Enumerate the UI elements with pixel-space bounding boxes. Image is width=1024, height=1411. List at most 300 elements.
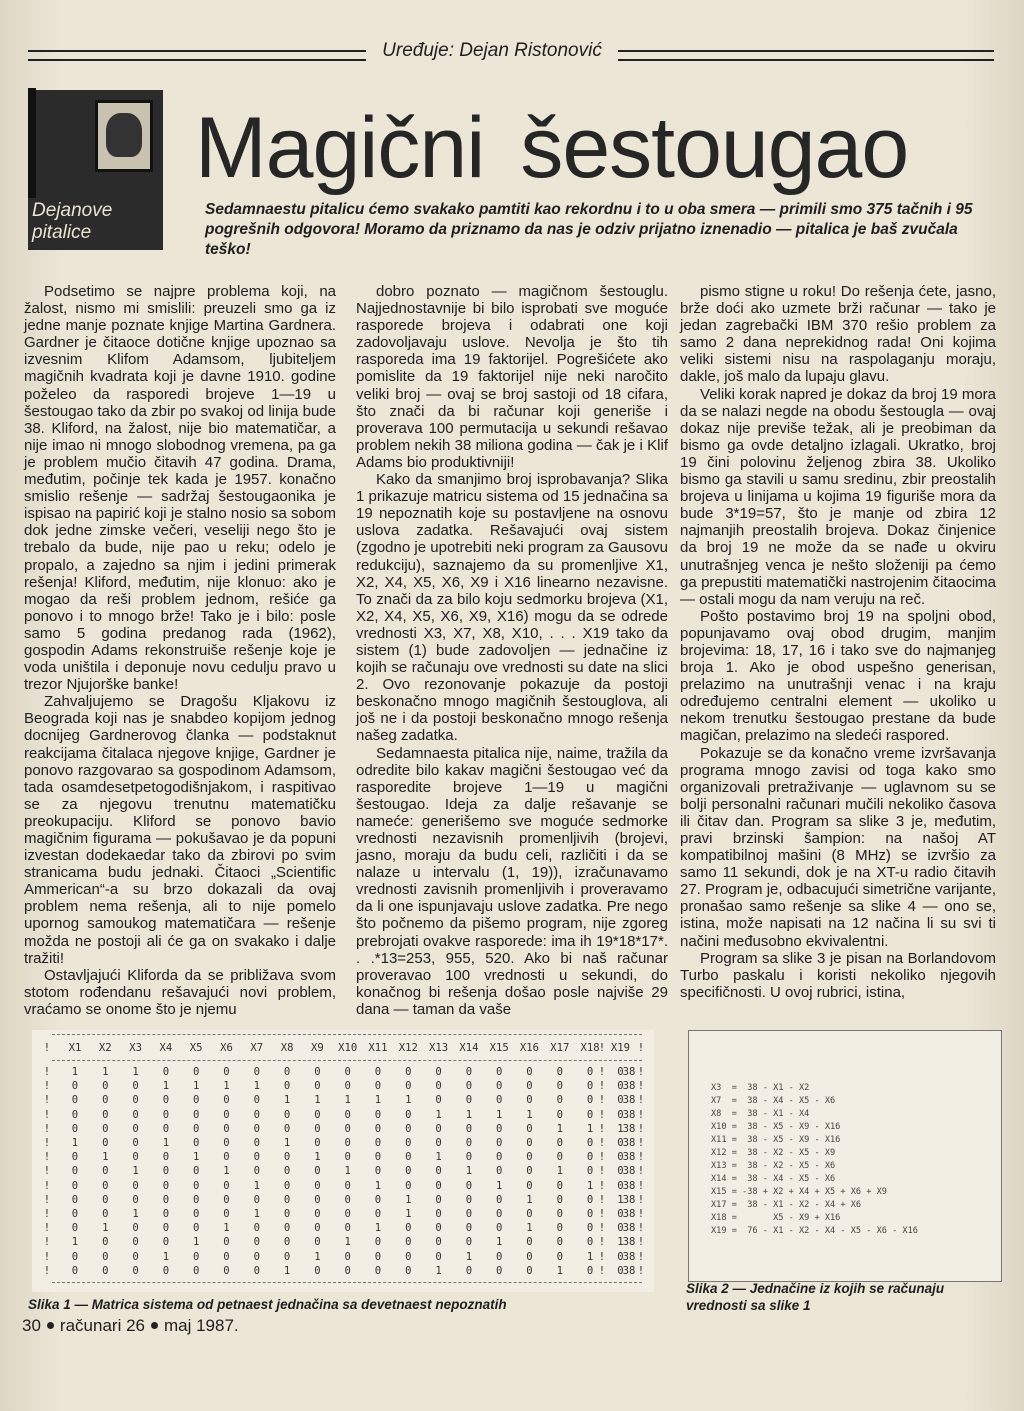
matrix-cell: 0 (556, 1080, 563, 1093)
matrix-rule (52, 1282, 642, 1283)
matrix-cell: 0 (586, 1094, 594, 1107)
matrix-cell: 1 (253, 1179, 260, 1192)
matrix-cell: 1 (102, 1222, 109, 1235)
matrix-cell: 0 (556, 1151, 563, 1164)
matrix-cell: 0 (314, 1137, 321, 1149)
matrix-cell: 38 (622, 1236, 636, 1249)
matrix-cell: 0 (192, 1222, 200, 1235)
matrix-cell: 0 (405, 1066, 412, 1078)
matrix-cell: 0 (344, 1222, 351, 1235)
matrix-cell: 0 (374, 1108, 382, 1121)
matrix-border: ! (43, 1179, 51, 1192)
matrix-border: ! (637, 1179, 645, 1192)
matrix-border: ! (43, 1094, 51, 1107)
matrix-cell: 0 (162, 1094, 170, 1107)
matrix-cell: 0 (465, 1137, 473, 1149)
matrix-cell: 0 (405, 1137, 412, 1149)
matrix-border: ! (43, 1193, 51, 1206)
matrix-cell: 1 (617, 1193, 624, 1206)
matrix-cell: 0 (405, 1108, 412, 1121)
matrix-cell: 0 (314, 1066, 321, 1078)
matrix-cell: 0 (314, 1122, 321, 1135)
matrix-cell: 0 (495, 1193, 503, 1206)
matrix-cell: 0 (314, 1179, 321, 1192)
paragraph: Program sa slike 3 je pisan na Borlandovom Turbo paskalu i koristi nekoliko njegovih specifičnosti. U ovoj rubrici, istina, (680, 949, 996, 1001)
logo-bar (28, 88, 36, 198)
matrix-cell: 0 (495, 1137, 503, 1149)
paragraph: Pošto postavimo broj 19 na spoljni obod, popunjavamo ovaj obod drugim, manjim brojevima: 18, 17, 16 i tako sve do najmanjeg broja 1. Ako je obod uspešno generisan, prelazimo na unutrašnji venac i na kraju određujemo centralni element — ukoliko u nekom trenutku šestougao prestane da bude magičan, prelazimo na sledeći raspored. (680, 607, 996, 745)
matrix-cell: 0 (253, 1193, 260, 1206)
matrix-header-cell: X14 (459, 1042, 479, 1054)
matrix-cell: 1 (162, 1080, 170, 1093)
matrix-header-cell: X12 (398, 1042, 418, 1054)
matrix-cell: 38 (622, 1122, 636, 1135)
matrix-border: ! (598, 1222, 606, 1235)
matrix-cell: 0 (495, 1094, 503, 1107)
matrix-cell: 0 (617, 1094, 624, 1107)
matrix-cell: 1 (344, 1236, 351, 1249)
matrix-cell: 0 (617, 1137, 624, 1149)
matrix-border: ! (637, 1193, 645, 1206)
matrix-cell: 1 (435, 1264, 442, 1277)
matrix-cell: 0 (192, 1066, 200, 1078)
matrix-cell: 0 (71, 1179, 79, 1192)
title-word-1: Magični (195, 100, 485, 196)
matrix-cell: 0 (617, 1179, 624, 1192)
matrix-cell: 0 (344, 1208, 351, 1220)
matrix-cell: 0 (465, 1080, 473, 1093)
matrix-cell: 0 (586, 1137, 594, 1149)
matrix-border: ! (637, 1236, 645, 1249)
matrix-cell: 0 (465, 1208, 473, 1220)
matrix-cell: 0 (102, 1208, 109, 1220)
matrix-cell: 0 (132, 1094, 139, 1107)
matrix-cell: 0 (344, 1122, 351, 1135)
matrix-border: ! (637, 1137, 645, 1149)
matrix-cell: 0 (132, 1080, 139, 1093)
matrix-cell: 0 (71, 1094, 79, 1107)
matrix-cell: 0 (132, 1108, 139, 1121)
matrix-header-cell: X5 (189, 1042, 203, 1054)
matrix-cell: 1 (253, 1080, 260, 1093)
matrix-cell: 0 (556, 1193, 563, 1206)
matrix-cell: 1 (374, 1179, 382, 1192)
matrix-cell: 0 (495, 1250, 503, 1263)
matrix-cell: 0 (405, 1264, 412, 1277)
matrix-cell: 0 (192, 1193, 200, 1206)
text-column-2 (356, 283, 668, 1018)
matrix-cell: 0 (586, 1222, 594, 1235)
matrix-border: ! (598, 1208, 606, 1220)
matrix-cell: 0 (374, 1151, 382, 1164)
matrix-border: ! (43, 1066, 51, 1078)
matrix-cell: 0 (223, 1066, 230, 1078)
matrix-border: ! (43, 1137, 51, 1149)
matrix-cell: 0 (586, 1236, 594, 1249)
matrix-cell: 0 (495, 1080, 503, 1093)
matrix-border: ! (637, 1208, 645, 1220)
matrix-cell: 0 (405, 1165, 412, 1178)
matrix-cell: 0 (405, 1122, 412, 1135)
equation-line: X8 = 38 - X1 - X4 (711, 1109, 810, 1119)
matrix-cell: 0 (526, 1208, 533, 1220)
bullet-icon (151, 1322, 158, 1329)
matrix-cell: 0 (374, 1066, 382, 1078)
equation-line: X7 = 38 - X4 - X5 - X6 (711, 1096, 836, 1106)
matrix-cell: 1 (405, 1193, 412, 1206)
matrix-cell: 0 (192, 1208, 200, 1220)
matrix-cell: 0 (283, 1193, 291, 1206)
matrix-cell: 0 (253, 1250, 260, 1263)
matrix-cell: 0 (556, 1222, 563, 1235)
matrix-cell: 0 (253, 1151, 260, 1164)
matrix-cell: 0 (374, 1193, 382, 1206)
matrix-figure (32, 1030, 654, 1292)
matrix-cell: 0 (465, 1122, 473, 1135)
matrix-header-cell: X9 (311, 1042, 324, 1054)
matrix-cell: 0 (617, 1151, 624, 1164)
editor-credit: Uređuje: Dejan Ristonović (382, 40, 602, 61)
matrix-cell: 0 (526, 1066, 533, 1078)
matrix-cell: 0 (253, 1122, 260, 1135)
equation-line: X13 = 38 - X2 - X5 - X6 (711, 1161, 836, 1171)
matrix-cell: 0 (344, 1080, 351, 1093)
matrix-cell: 1 (556, 1122, 563, 1135)
matrix-border: ! (598, 1193, 606, 1206)
matrix-cell: 0 (344, 1193, 351, 1206)
matrix-cell: 1 (132, 1208, 139, 1220)
column-name (32, 200, 160, 244)
paragraph: Zahvaljujemo se Dragošu Kljakovu iz Beograda koji nas je snabdeo kopijom jednog docnijeg Gardnerovog članka — podstaknut reakcijama čitalaca njegove knjige, Gardner je ponovo razgovarao sa gospodinom Adamsom, tada osamdesetpetogodišnjakom, i raspitivao se za njegovu trenutnu matematičku preokupaciju. Kliford se ponovo bavio magičnim figurama — pokušavao je da popuni izvestan dodekaedar tako da zbirovi po svim stranicama budu jednaki. Čitaoci „Scientific Ammerican“-a su brzo dokazali da ovaj problem nema rešenja, ali to nije pomelo upornog samoukog matematičara — rešenje možda ne postoji ali će ga on svakako i dalje tražiti! (24, 693, 336, 967)
matrix-cell: 0 (162, 1193, 170, 1206)
matrix-cell: 0 (71, 1080, 79, 1093)
matrix-cell: 0 (132, 1264, 139, 1277)
matrix-cell: 0 (495, 1151, 503, 1164)
matrix-cell: 0 (223, 1151, 230, 1164)
matrix-cell: 0 (344, 1264, 351, 1277)
page-footer (22, 1316, 239, 1336)
matrix-cell: 0 (405, 1080, 412, 1093)
matrix-cell: 0 (465, 1264, 473, 1277)
matrix-cell: 0 (374, 1137, 382, 1149)
matrix-cell: 1 (556, 1165, 563, 1178)
matrix-cell: 1 (223, 1165, 230, 1178)
matrix-cell: 0 (617, 1264, 624, 1277)
matrix-cell: 0 (314, 1193, 321, 1206)
matrix-cell: 1 (465, 1108, 473, 1121)
matrix-cell: 0 (526, 1094, 533, 1107)
matrix-cell: 0 (162, 1179, 170, 1192)
matrix-cell: 0 (617, 1080, 624, 1093)
matrix-cell: 1 (162, 1250, 170, 1263)
matrix-cell: 38 (622, 1208, 636, 1220)
matrix-cell: 1 (435, 1108, 442, 1121)
matrix-cell: 0 (374, 1250, 382, 1263)
matrix-border: ! (598, 1094, 606, 1107)
matrix-cell: 0 (71, 1108, 79, 1121)
matrix-cell: 1 (223, 1222, 230, 1235)
matrix-cell: 0 (526, 1151, 533, 1164)
matrix-cell: 1 (495, 1179, 503, 1192)
matrix-cell: 1 (617, 1236, 624, 1249)
matrix-cell: 0 (162, 1165, 170, 1178)
matrix-cell: 1 (586, 1122, 594, 1135)
matrix-border: ! (637, 1222, 645, 1235)
matrix-cell: 38 (622, 1193, 636, 1206)
matrix-header-cell: X13 (429, 1042, 449, 1054)
matrix-cell: 0 (374, 1080, 382, 1093)
matrix-cell: 1 (102, 1066, 109, 1078)
matrix-cell: 0 (526, 1179, 533, 1192)
matrix-cell: 1 (253, 1208, 260, 1220)
matrix-cell: 0 (102, 1122, 109, 1135)
matrix-cell: 1 (283, 1094, 291, 1107)
matrix-border: ! (43, 1264, 51, 1277)
matrix-cell: 38 (622, 1179, 636, 1192)
matrix-cell: 0 (526, 1264, 533, 1277)
matrix-cell: 0 (162, 1151, 170, 1164)
matrix-cell: 0 (192, 1137, 200, 1149)
matrix-header-cell: X3 (129, 1042, 142, 1054)
column-name-line2: pitalice (32, 222, 92, 243)
matrix-cell: 0 (102, 1165, 109, 1178)
paragraph: Ostavljajući Kliforda da se približava svom stotom rođendanu rešavajući novi problem, vraćamo se onome što je njemu (24, 966, 336, 1018)
matrix-cell: 0 (71, 1264, 79, 1277)
matrix-header-cell: X11 (368, 1042, 388, 1054)
column-name-line1: Dejanove (32, 200, 113, 221)
matrix-cell: 1 (374, 1222, 382, 1235)
matrix-cell: 0 (162, 1264, 170, 1277)
matrix-border: ! (637, 1151, 645, 1164)
matrix-cell: 0 (162, 1222, 170, 1235)
matrix-cell: 38 (622, 1222, 636, 1235)
matrix-cell: 0 (465, 1179, 473, 1192)
matrix-cell: 1 (344, 1165, 351, 1178)
matrix-header-cell: X6 (220, 1042, 233, 1054)
equation-line: X10 = 38 - X5 - X9 - X16 (711, 1122, 841, 1132)
matrix-cell: 38 (622, 1137, 636, 1149)
matrix-header-cell: X4 (159, 1042, 173, 1054)
matrix-cell: 0 (526, 1250, 533, 1263)
matrix-cell: 1 (495, 1236, 503, 1249)
matrix-cell: 0 (495, 1264, 503, 1277)
matrix-border: ! (43, 1222, 51, 1235)
matrix-cell: 0 (314, 1264, 321, 1277)
matrix-cell: 0 (586, 1264, 594, 1277)
matrix-cell: 0 (192, 1250, 200, 1263)
matrix-border: ! (43, 1165, 51, 1178)
matrix-cell: 0 (132, 1250, 139, 1263)
matrix-border: ! (43, 1108, 51, 1121)
matrix-border: ! (637, 1042, 645, 1054)
matrix-border: ! (598, 1122, 606, 1135)
matrix-border: ! (43, 1208, 51, 1220)
matrix-cell: 0 (223, 1122, 230, 1135)
matrix-cell: 0 (435, 1165, 442, 1178)
paragraph: Sedamnaesta pitalica nije, naime, tražila da odredite bilo kakav magični šestougao već da rasporedite brojeve 1—19 u magični šestougao. Ideja za dalje rešavanje se nameće: generišemo sve moguće sedmorke vrednosti nezavisnih promenljivih (brojevi, jasno, moraju da budu celi, različiti i da se nalaze u intervalu (1, 19)), izračunavamo vrednosti zavisnih promenljivih i proveravamo da li one ispunjavaju uslove zadatka. Pre nego što počnemo da pišemo program, nije zgoreg prebrojati ovakve rasporede: ima ih 19*18*17*. . .*13=253, 955, 520. Ako bi naš računar proveravao 100 vrednosti u sekundi, do konačnog bi rešenja došao posle najviše 29 dana — taman da vaše (356, 744, 668, 1018)
matrix-cell: 0 (192, 1122, 200, 1135)
matrix-cell: 1 (526, 1108, 533, 1121)
bullet-icon (47, 1322, 54, 1329)
matrix-cell: 0 (435, 1179, 442, 1192)
text-column-3 (680, 283, 996, 1001)
matrix-cell: 0 (283, 1236, 291, 1249)
matrix-cell: 1 (556, 1264, 563, 1277)
matrix-cell: 0 (344, 1250, 351, 1263)
caption-slika-2: Slika 2 — Jednačine iz kojih se računaju vrednosti sa slike 1 (686, 1281, 945, 1313)
matrix-cell: 0 (435, 1080, 442, 1093)
matrix-cell: 1 (344, 1094, 351, 1107)
matrix-cell: 0 (102, 1080, 109, 1093)
matrix-cell: 0 (374, 1208, 382, 1220)
matrix-cell: 0 (132, 1236, 139, 1249)
matrix-border: ! (637, 1066, 645, 1078)
matrix-border: ! (637, 1094, 645, 1107)
matrix-cell: 1 (71, 1066, 79, 1078)
paragraph: Podsetimo se najpre problema koji, na žalost, nismo mi smislili: preuzeli smo ga iz jedne manje poznate knjige Martina Gardnera. Gardner je čitaoce dotične knjige upoznao sa izvesnim Klifom Adamsom, ljubiteljem magičnih kvadrata koji je davne 1910. godine poželeo da rasporedi brojeve 1—19 u šestougao tako da zbir po svakoj od linija bude 38. Kliford, na žalost, nije bio matematičar, a nije imao ni mnogo slobodnog vremena, pa ga je problem mučio čitavih 47 godina. Drama, međutim, počinje tek kada je 1957. konačno smislio rešenje — sadržaj šestougaonika je ispisao na papirić koji je stalno nosio sa sobom dok jedne zimske večeri, veseliji nego što je trebalo da bude, nije pao u reku; odelo je propalo, a zajedno sa njim i jedini primerak rešenja! Kliford, međutim, nije klonuo: ako je mogao da reši problem jednom, rešiće ga ponovo i to mnogo brže! Tako je i bilo: posle samo 5 godina predanog rada (1962), gospodin Adams rekonstruiše rešenje koje je voda uništila i deponuje novu cedulju pravo u trezor Njujorške banke! (24, 283, 336, 694)
paragraph: Pokazuje se da konačno vreme izvršavanja programa mnogo zavisi od toga kako smo organizovali pretraživanje — uglavnom su se bolji personalni računari mučili nekoliko časova ili čitav dan. Program sa slike 3 je, međutim, pravi brzinski šampion: na našoj AT kompatibilnoj mašini (8 MHz) se izvršio za samo 11 sekundi, dok je na XT-u radio čitavih 27. Program je, odbacujući simetrične varijante, pronašao samo rešenje sa slike 4 — ono se, istina, može napisati na 12 načina li su svi ti načini međusobno ekvivalentni. (680, 744, 996, 950)
matrix-cell: 0 (71, 1151, 79, 1164)
matrix-cell: 0 (71, 1222, 79, 1235)
matrix-cell: 0 (71, 1193, 79, 1206)
matrix-cell: 1 (617, 1122, 624, 1135)
matrix-cell: 0 (374, 1122, 382, 1135)
matrix-cell: 0 (495, 1165, 503, 1178)
page-number: 30 (22, 1316, 41, 1335)
matrix-cell: 0 (495, 1222, 503, 1235)
matrix-header-cell: X19 (610, 1042, 630, 1054)
matrix-cell: 0 (223, 1236, 230, 1249)
matrix-cell: 0 (344, 1137, 351, 1149)
matrix-cell: 1 (495, 1108, 503, 1121)
matrix-cell: 0 (465, 1222, 473, 1235)
matrix-cell: 0 (253, 1108, 260, 1121)
matrix-border: ! (598, 1264, 606, 1277)
matrix-cell: 1 (586, 1250, 594, 1263)
matrix-cell: 0 (314, 1236, 321, 1249)
matrix-cell: 0 (283, 1151, 291, 1164)
matrix-cell: 0 (617, 1222, 624, 1235)
matrix-cell: 0 (283, 1122, 291, 1135)
title-word-2: šestougao (520, 100, 909, 196)
matrix-cell: 0 (223, 1193, 230, 1206)
matrix-cell: 1 (465, 1165, 473, 1178)
matrix-cell: 38 (622, 1151, 636, 1164)
matrix-cell: 0 (556, 1094, 563, 1107)
matrix-header-cell: X8 (280, 1042, 294, 1054)
matrix-cell: 0 (586, 1151, 594, 1164)
matrix-border: ! (598, 1080, 606, 1093)
matrix-cell: 0 (374, 1165, 382, 1178)
matrix-cell: 0 (405, 1250, 412, 1263)
matrix-border: ! (598, 1250, 606, 1263)
matrix-cell: 0 (526, 1122, 533, 1135)
matrix-cell: 0 (586, 1193, 594, 1206)
matrix-cell: 0 (435, 1137, 442, 1149)
header-rule-right (618, 50, 994, 61)
matrix-cell: 0 (102, 1137, 109, 1149)
matrix-rule (52, 1060, 642, 1061)
matrix-cell: 0 (344, 1151, 351, 1164)
matrix-cell: 0 (253, 1236, 260, 1249)
matrix-cell: 0 (344, 1108, 351, 1121)
matrix-cell: 0 (526, 1236, 533, 1249)
matrix-border: ! (598, 1151, 606, 1164)
matrix-cell: 0 (132, 1179, 139, 1192)
matrix-cell: 0 (283, 1179, 291, 1192)
matrix-cell: 0 (253, 1066, 260, 1078)
matrix-cell: 0 (223, 1137, 230, 1149)
matrix-cell: 0 (405, 1179, 412, 1192)
matrix-cell: 0 (465, 1193, 473, 1206)
matrix-cell: 0 (132, 1222, 139, 1235)
matrix-cell: 0 (314, 1108, 321, 1121)
matrix-cell: 0 (102, 1193, 109, 1206)
matrix-cell: 0 (192, 1094, 200, 1107)
text-column-1 (24, 283, 336, 1018)
matrix-cell: 0 (495, 1066, 503, 1078)
matrix-cell: 0 (71, 1122, 79, 1135)
matrix-border: ! (637, 1264, 645, 1277)
matrix-cell: 0 (283, 1222, 291, 1235)
paragraph: Veliki korak napred je dokaz da broj 19 mora da se nalazi negde na obodu šestougla — ovaj dokaz nije previše težak, ali je preobiman da bismo ga ovde detaljno izlagali. Ukratko, broj 19 čini polovinu željenog zbira 38. Ukoliko bismo ga stavili u samu sredinu, zbir preostalih brojeva u linijama u kojima 19 figuriše mora da bude 3*19=57, što je manje od zbira 12 najmanjih preostalih brojeva. Dokaz činjenice da broj 19 ne može da se nađe u okviru unutrašnjeg venca je nešto složeniji pa ćemo ga prepustiti matematički nastrojenim čitaocima — ostali mogu da nam veruju na reč. (680, 385, 997, 608)
matrix-cell: 38 (622, 1080, 636, 1093)
matrix-cell: 0 (283, 1066, 291, 1078)
matrix-cell: 0 (435, 1066, 442, 1078)
matrix-cell: 1 (314, 1094, 321, 1107)
article-title (195, 98, 908, 198)
matrix-cell: 1 (586, 1179, 594, 1192)
matrix-border: ! (637, 1165, 645, 1178)
matrix-cell: 1 (192, 1236, 200, 1249)
equation-line: X3 = 38 - X1 - X2 (711, 1083, 810, 1093)
matrix-cell: 0 (102, 1094, 109, 1107)
matrix-cell: 1 (223, 1080, 230, 1093)
matrix-cell: 0 (132, 1137, 139, 1149)
matrix-cell: 0 (405, 1151, 412, 1164)
equation-line: X17 = 38 - X1 - X2 - X4 + X6 (711, 1200, 862, 1210)
matrix-cell: 0 (314, 1222, 321, 1235)
matrix-border: ! (43, 1080, 51, 1093)
matrix-cell: 0 (586, 1108, 594, 1121)
matrix-cell: 1 (71, 1137, 79, 1149)
matrix-cell: 0 (102, 1236, 109, 1249)
matrix-cell: 1 (283, 1137, 291, 1149)
matrix-cell: 1 (71, 1236, 79, 1249)
matrix-cell: 0 (192, 1165, 200, 1178)
matrix-cell: 0 (253, 1165, 260, 1178)
matrix-cell: 0 (617, 1208, 624, 1220)
matrix-cell: 0 (526, 1080, 533, 1093)
matrix-border: ! (43, 1250, 51, 1263)
matrix-header-cell: X1 (68, 1042, 82, 1054)
matrix-cell: 0 (102, 1264, 109, 1277)
paragraph: dobro poznato — magičnom šestouglu. Najjednostavnije bi bilo isprobati sve moguće rasporede brojeva i odabrati one koji zadovoljavaju uslove. Nevolja je što tih rasporeda ima 19 faktorijel. Pogrešićete ako pomislite da 19 faktorijel nije neki naročito veliki broj — ovaj se broj sastoji od 18 cifara, što znači da bi računar koji generiše i proverava 100 permutacija u sekundi rešavao problem nekih 38 miliona godina — čak je i Klif Adams bio produktivniji! (356, 283, 668, 471)
matrix-border: ! (43, 1151, 51, 1164)
matrix-cell: 1 (405, 1094, 412, 1107)
matrix-border: ! (637, 1080, 645, 1093)
matrix-cell: 0 (435, 1122, 442, 1135)
matrix-cell: 0 (223, 1250, 230, 1263)
matrix-cell: 0 (465, 1236, 473, 1249)
matrix-border: ! (598, 1137, 606, 1149)
matrix-cell: 0 (283, 1080, 291, 1093)
matrix-cell: 0 (253, 1094, 260, 1107)
matrix-cell: 0 (405, 1236, 412, 1249)
matrix-cell: 1 (132, 1066, 139, 1078)
matrix-cell: 0 (617, 1250, 624, 1263)
matrix-cell: 1 (526, 1193, 533, 1206)
